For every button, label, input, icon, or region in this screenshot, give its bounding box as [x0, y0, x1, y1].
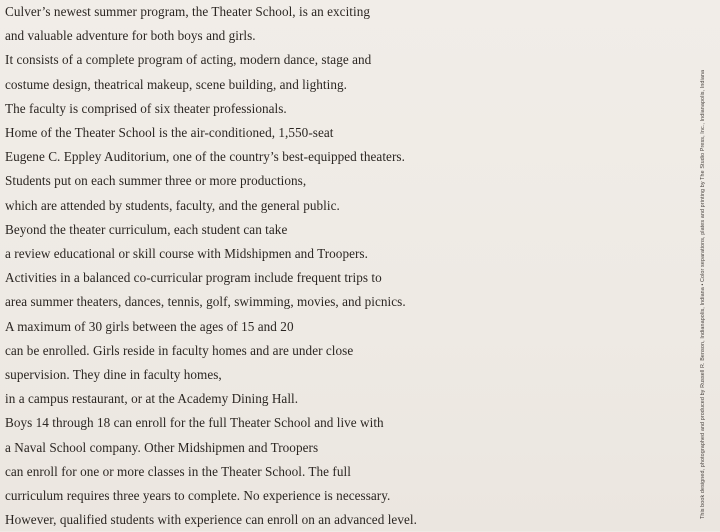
- text-line: It consists of a complete program of acting, modern dance, stage and: [5, 52, 372, 68]
- text-line: and valuable adventure for both boys and girls.: [5, 28, 256, 44]
- text-line: which are attended by students, faculty, and the general public.: [5, 197, 340, 213]
- text-line: in a campus restaurant, or at the Academy Dining Hall.: [5, 391, 299, 407]
- text-line: Students put on each summer three or more productions,: [5, 173, 307, 189]
- text-line: costume design, theatrical makeup, scene building, and lighting.: [5, 76, 347, 92]
- text-line: area summer theaters, dances, tennis, golf, swimming, movies, and picnics.: [5, 294, 406, 310]
- body-text: [5, 0, 665, 532]
- text-line: Activities in a balanced co-curricular program include frequent trips to: [5, 270, 382, 286]
- text-line: Eugene C. Eppley Auditorium, one of the country’s best-equipped theaters.: [5, 149, 405, 165]
- text-line: A maximum of 30 girls between the ages of 15 and 20: [5, 318, 294, 334]
- text-line: can enroll for one or more classes in the Theater School. The full: [5, 463, 351, 479]
- text-line: curriculum requires three years to complete. No experience is necessary.: [5, 488, 391, 504]
- text-line: a review educational or skill course with Midshipmen and Troopers.: [5, 246, 368, 262]
- text-line: Home of the Theater School is the air-conditioned, 1,550-seat: [5, 125, 334, 141]
- text-line: Culver’s newest summer program, the Theater School, is an exciting: [5, 4, 371, 19]
- printing-credit: This book designed, photographed and produced by Russell R. Benson, Indianapolis, Indiana • Color separations, plates and printing by The Studio Press, Inc., Indianapolis, Indiana: [700, 69, 706, 519]
- text-line: Beyond the theater curriculum, each student can take: [5, 221, 288, 237]
- text-line: However, qualified students with experience can enroll on an advanced level.: [5, 512, 417, 528]
- text-line: can be enrolled. Girls reside in faculty homes and are under close: [5, 342, 354, 358]
- text-line: supervision. They dine in faculty homes,: [5, 367, 222, 383]
- text-line: The faculty is comprised of six theater professionals.: [5, 100, 287, 116]
- text-line: Boys 14 through 18 can enroll for the full Theater School and live with: [5, 415, 384, 431]
- text-line: a Naval School company. Other Midshipmen and Troopers: [5, 439, 319, 455]
